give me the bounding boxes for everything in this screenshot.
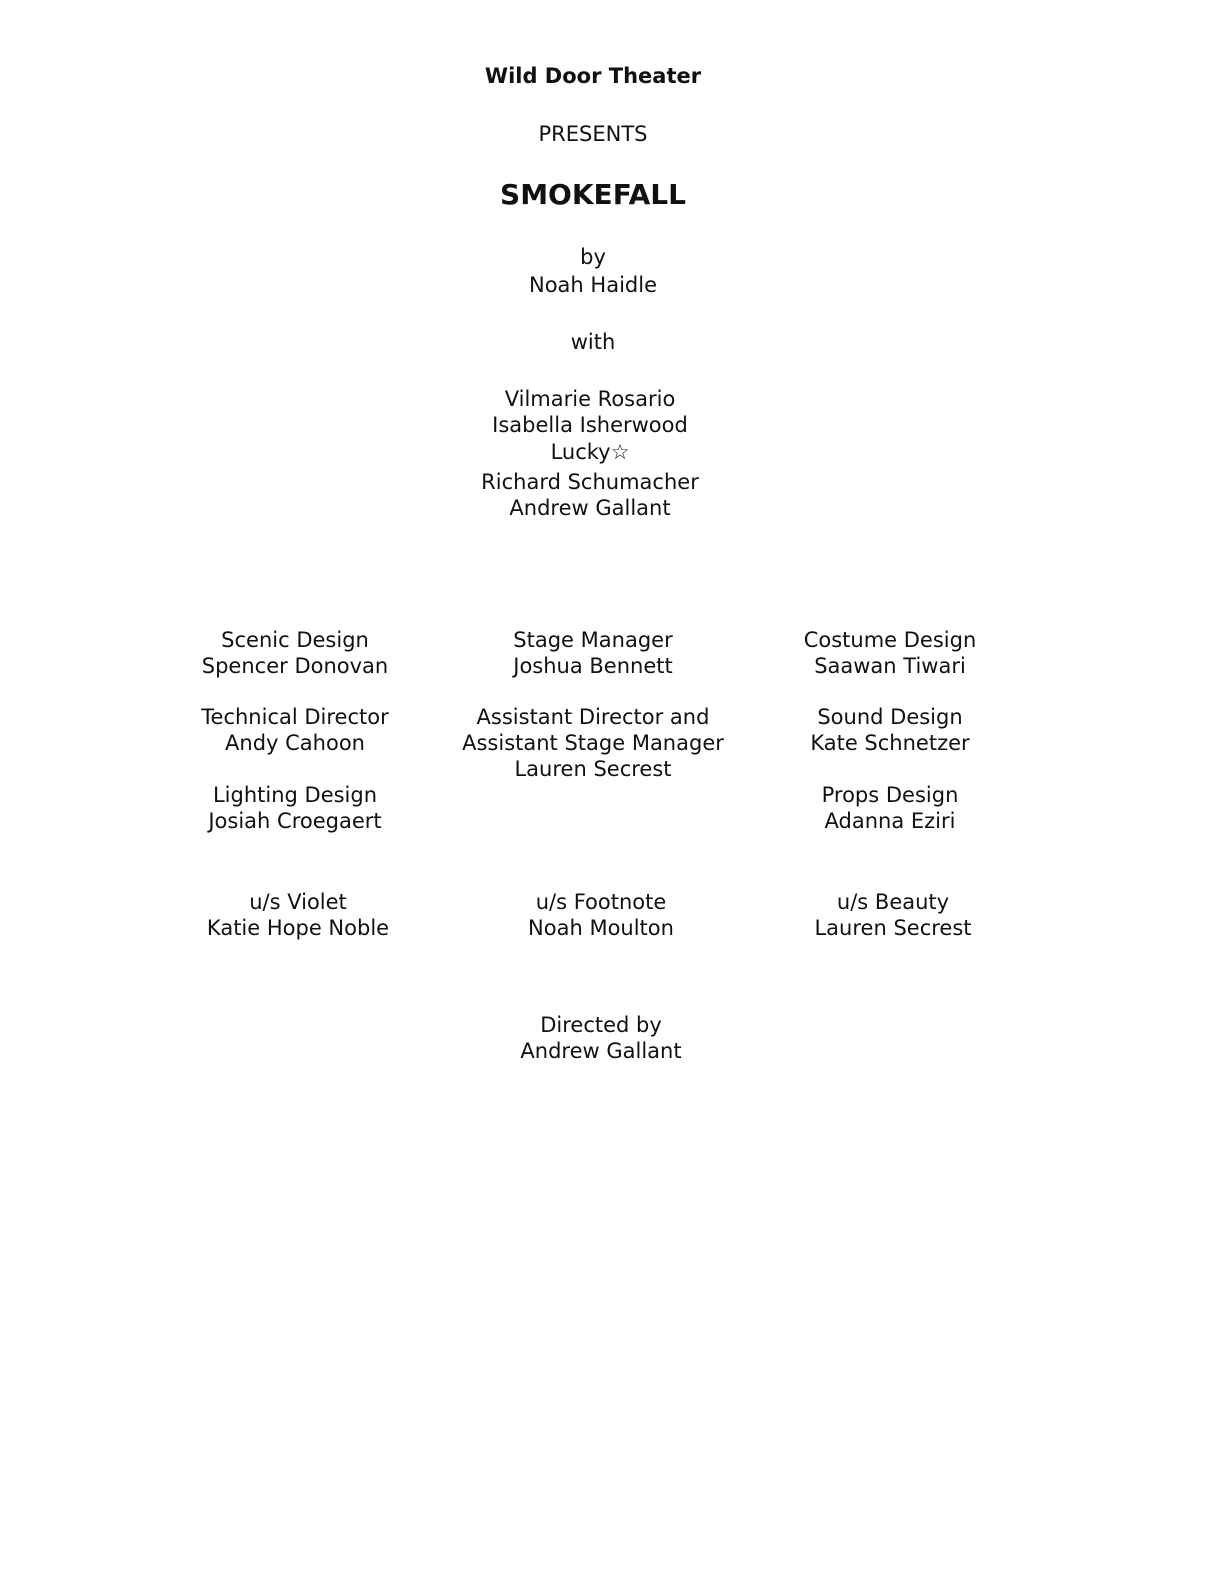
crew-name: Kate Schnetzer — [810, 731, 970, 755]
crew-name: Adanna Eziri — [824, 809, 956, 833]
understudy-role-footnote: u/s Footnote — [535, 890, 667, 914]
crew-name: Lauren Secrest — [514, 757, 672, 781]
cast-member: Vilmarie Rosario — [504, 387, 676, 411]
playwright-name: Noah Haidle — [529, 273, 657, 297]
cast-member: Andrew Gallant — [509, 496, 671, 520]
understudy-name: Katie Hope Noble — [206, 916, 390, 940]
with-label: with — [570, 330, 616, 354]
crew-role-assistant-director: Assistant Director and — [476, 705, 710, 729]
by-label: by — [580, 245, 606, 269]
crew-name: Josiah Croegaert — [208, 809, 382, 833]
understudy-name: Noah Moulton — [528, 916, 674, 940]
crew-role-assistant-stage-manager: Assistant Stage Manager — [462, 731, 724, 755]
understudy-role-violet: u/s Violet — [249, 890, 347, 914]
understudy-role-beauty: u/s Beauty — [836, 890, 950, 914]
crew-role-sound-design: Sound Design — [817, 705, 963, 729]
understudy-name: Lauren Secrest — [814, 916, 972, 940]
cast-member: Isabella Isherwood — [492, 413, 688, 437]
directed-by-label: Directed by — [540, 1013, 662, 1037]
crew-role-scenic-design: Scenic Design — [221, 628, 369, 652]
crew-name: Andy Cahoon — [225, 731, 365, 755]
crew-role-lighting-design: Lighting Design — [212, 783, 378, 807]
crew-name: Saawan Tiwari — [814, 654, 966, 678]
presents-label: PRESENTS — [538, 122, 648, 146]
director-name: Andrew Gallant — [520, 1039, 682, 1063]
crew-name: Joshua Bennett — [513, 654, 673, 678]
theater-name: Wild Door Theater — [484, 64, 702, 88]
cast-member: Lucky☆ — [550, 440, 630, 464]
crew-role-props-design: Props Design — [821, 783, 959, 807]
crew-role-costume-design: Costume Design — [803, 628, 977, 652]
play-title: SMOKEFALL — [500, 178, 686, 211]
crew-role-stage-manager: Stage Manager — [513, 628, 673, 652]
crew-role-technical-director: Technical Director — [201, 705, 389, 729]
cast-member: Richard Schumacher — [481, 470, 699, 494]
crew-name: Spencer Donovan — [201, 654, 389, 678]
